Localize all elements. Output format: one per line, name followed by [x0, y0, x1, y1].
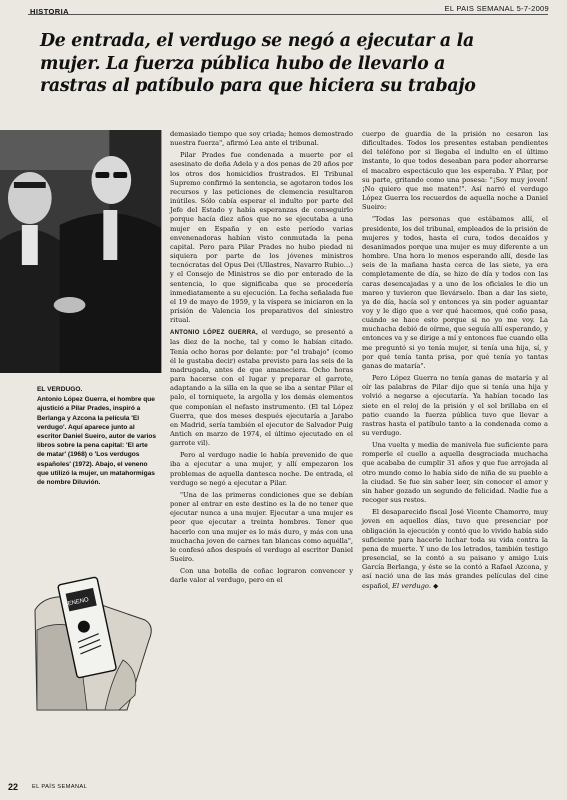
lead-quote	[40, 30, 545, 98]
executioner-photo	[0, 130, 162, 373]
paragraph: Pilar Prades fue condenada a muerte por el asesinato de doña Adela y a dos penas de 20 años por los otros dos homicidios frustrados. El Tribunal Supremo confirmó la sentencia, se agotaron todos los recursos y las peticiones de clemencia resultaron inútiles. Sólo cabía esperar el indulto por parte del Jefe del Estado y había esperanzas de conseguirlo porque hacía diez años que no se ejecutaba a una mujer en España y en este período varias envenenadoras habían visto conmutada la pena capital. Pero para Pilar Prades no hubo piedad ni siquiera por parte de los jóvenes ministros tecnócratas del Opus Dei (Ullastres, Navarro Rubio…) y el Consejo de Ministros se dio por enterado de la sentencia, lo que significaba que se procedería inmediatamente a su ejecución. La fecha señalada fue el 19 de mayo de 1959, y la víspera se iniciaron en la prisión de Valencia los preparativos del siniestro ritual.	[170, 151, 354, 325]
paragraph: "Todas las personas que estábamos allí, el presidente, los del tribunal, empleados de la prisión de mujeres y todos, hasta el cura, todos decaídos y desanimados porque una mujer es muy diferente a un hombre. Una hora lo menos esperando allí, desde las seis de la mañana hasta cerca de las siete, ya era completamente de día, se hizo de día y todos con las caras desencajadas y a uno de los oficiales le dio un mareo y tuvieron que llevárselo. Iban a dar las siete, ya de día, hacía sol y entonces ya sin poder aguantar voy y le digo que a ver qué hacemos, qué coño pasa, cuándo se hace esto porque si no yo me voy. La muchacha debió de oírme, que seguía allí esperando, y entonces va y se dirige a mí y entonces fue cuando ella me preguntó si yo tenía mujer, si tenía una hija, sí, y por qué tenía tanta prisa, por qué tenía yo tantas ganas de mataría".	[362, 215, 548, 370]
film-title: El verdugo	[392, 581, 429, 590]
paragraph-end: . ◆	[428, 581, 439, 590]
paragraph: Pero López Guerra no tenía ganas de mataría y al oír las palabras de Pilar dijo que si tenía una hija y volvió a negarse a ejecutaría. Ya habían tocado las siete en el reloj de la prisión y el sol brillaba en el patio cuando la fuerza pública tuvo que llevar a rastras hasta el patíbulo tanto a la condenada como a su verdugo.	[362, 374, 548, 437]
footer-magazine-name: EL PAÍS SEMANAL	[32, 784, 88, 790]
header-rule	[28, 14, 548, 15]
paragraph-lead-in: ANTONIO LÓPEZ GUERRA,	[170, 330, 258, 337]
lead-line-3: rastras al patíbulo para que hiciera su trabajo	[40, 76, 476, 96]
paragraph-text: el verdugo, se presentó a las diez de la noche, tal y como le habían citado. Tenía ocho horas por delante: por "el trabajo" (como él le gustaba decir) estaba previsto para las seis de la madrugada, antes de que amaneciera. Ocho horas para hacerse con el lugar y preparar el garrote, adaptando a la silla en la que se iba a sentar Pilar el palo, el torniquete, la argolla y los demás elementos que componían el nefasto instrumento. (El tal López Guerra, que dos meses después ejecutaría a Jarabo en Madrid, sería también el ejecutor de Salvador Puig Antich en marzo de 1974, el último ejecutado en el garrote vil).	[170, 328, 353, 448]
paragraph-text: El desaparecido fiscal José Vicente Chamorro, muy joven en aquellos días, tuvo que presenciar por obligación la ejecución y contó que lo vivido había sido suficiente para hacerle luchar toda su vida contra la pena de muerte. Y uno de los letrados, también testigo presencial, se la contó a su paisano y amigo Luis García Berlanga, y éste se la contó a Rafael Azcona, y así nació una de las más grandes películas del cine español,	[362, 508, 548, 590]
poison-photo	[27, 560, 157, 715]
paragraph	[170, 328, 353, 448]
paragraph: Pero al verdugo nadie le había prevenido de que iba a ejecutar a una mujer, y allí empezaron los problemas de aquella dantesca noche. De entrada, el verdugo se negó a ejecutar a Pilar.	[170, 451, 353, 487]
lead-line-2: mujer. La fuerza pública hubo de llevarlo a	[40, 53, 446, 74]
paragraph: Con una botella de coñac lograron convencer y darle valor al verdugo, pero en el	[170, 567, 353, 585]
paragraph: Una vuelta y media de manivela fue suficiente para romperle el cuello a aquella desgraciada muchacha que acababa de cumplir 31 años y que fue arrojada al otro mundo como lo había sido de niña de su pueblo a la ciudad. Se fue sin saber leer, sin conocer el amor y sin haber gozado un segundo de felicidad. Nadie fue a recoger sus restos.	[362, 441, 548, 505]
page-number: 22	[8, 782, 19, 792]
article-column-middle	[170, 130, 353, 589]
section-label: HISTORIA	[30, 7, 69, 16]
lead-line-1: De entrada, el verdugo se negó a ejecutar a la	[40, 31, 474, 51]
article-column-right	[362, 130, 548, 594]
paragraph: cuerpo de guardia de la prisión no cesaron las dificultades. Todos los presentes estaban pendientes del teléfono por si llegaba el indulto en el último instante, lo que todos deseaban para poder ahorrarse el macabro espectáculo que les esperaba. Y Pilar, por su parte, gritando como una posesa: "¡Soy muy joven! ¡No quiero que me maten!". Así narró el verdugo López Guerra los recuerdos de aquella noche a Daniel Sueiro:	[362, 130, 548, 212]
publication-date: EL PAIS SEMANAL 5-7-2009	[444, 4, 549, 13]
photo-caption	[37, 385, 157, 487]
caption-text: Antonio López Guerra, el hombre que ajustició a Pilar Prades, inspiró a Berlanga y Azcona la película 'El verdugo'. Aquí aparece junto al escritor Daniel Sueiro, autor de varios libros sobre la pena capital: 'El arte de matar' (1968) o 'Los verdugos españoles' (1972). Abajo, el veneno que utilizó la mujer, un matahormigas de nombre Diluvión.	[37, 396, 157, 487]
paragraph: demasiado tiempo que soy criada; hemos demostrado nuestra fuerza", afirmó Lea ante el tribunal.	[170, 130, 353, 148]
paragraph: "Una de las primeras condiciones que se debían poner al entrar en este destino es la de no tener que ejecutar nunca a una mujer. Ejecutar a una mujer es peor que ejecutar a treinta hombres. Tener que hacerlo con una mujer es lo más duro, y más con una muchacha joven de carnes tan blancas como aquélla", le confesó años después el verdugo al escritor Daniel Sueiro.	[170, 490, 353, 564]
poison-label: VENENO	[63, 597, 90, 609]
caption-title: EL VERDUGO.	[37, 386, 83, 393]
paragraph	[362, 508, 548, 590]
